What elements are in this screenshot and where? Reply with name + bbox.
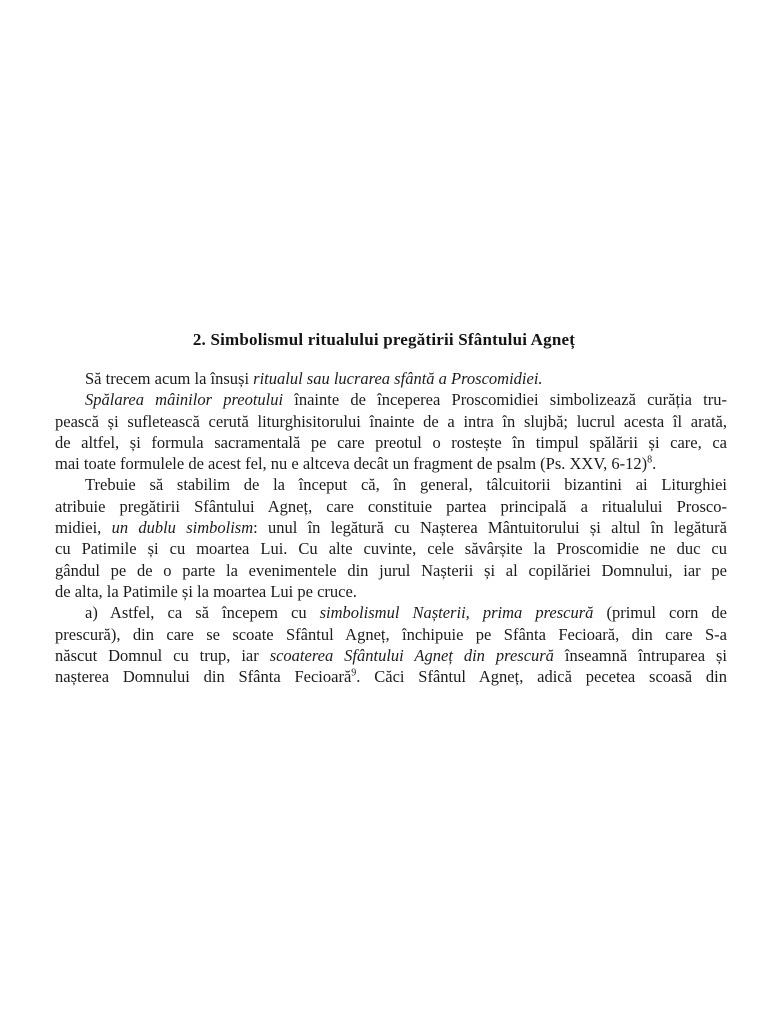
paragraph xyxy=(55,368,727,389)
text-run: . Căci Sfântul Agneț, adică pecetea scoasă din xyxy=(356,667,728,687)
text-run: mai toate formulele de acest fel, nu e altceva decât un fragment de psalm (Ps. XXV, 6-12) xyxy=(55,454,648,474)
text-run: pească și sufletească cerută liturghisitorului înainte de a intra în slujbă; lucrul acesta îl arată, xyxy=(55,411,727,431)
footnote-ref: 9 xyxy=(351,667,357,679)
text-line xyxy=(55,453,727,474)
text-run: de alta, la Patimile și la moartea Lui pe cruce. xyxy=(55,581,357,601)
text-run: născut Domnul cu trup, iar xyxy=(55,645,270,665)
text-run: : unul în legătură cu Nașterea Mântuitorului și altul în legătură xyxy=(253,518,727,538)
paragraph xyxy=(55,389,727,474)
text-run: . xyxy=(652,454,657,474)
text-run: înainte de începerea Proscomidiei simbolizează curăția tru- xyxy=(283,390,727,410)
text-run: Să trecem acum la însuși xyxy=(85,369,254,388)
text-run: prescură), din care se scoate Sfântul Agneț, închipuie pe Sfânta Fecioară, din care S-a xyxy=(55,624,727,644)
text-run: înseamnă întruparea și xyxy=(553,645,727,665)
text-run-italic: simbolismul Nașterii, prima prescură xyxy=(319,603,594,623)
paragraph xyxy=(55,474,727,602)
text-run-italic: Spălarea mâinilor preotului xyxy=(85,390,284,410)
text-run: nașterea Domnului din Sfânta Fecioară xyxy=(55,667,352,687)
text-run-italic: scoaterea Sfântului Agneț din prescură xyxy=(269,645,554,665)
text-run: de altfel, și formula sacramentală pe care preotul o rostește în timpul spălării și care, ca xyxy=(55,432,727,452)
text-line xyxy=(55,538,727,559)
text-line xyxy=(55,496,727,517)
paragraph xyxy=(55,602,727,687)
text-line xyxy=(55,602,727,623)
text-line xyxy=(55,368,727,389)
text-run: gândul pe de o parte la evenimentele din jurul Nașterii și al copilăriei Domnului, iar pe xyxy=(55,560,727,580)
text-run: (primul corn de xyxy=(593,603,727,623)
text-run: atribuie pregătirii Sfântului Agneț, care constituie partea principală a ritualului Prosco- xyxy=(55,496,727,516)
text-line xyxy=(55,560,727,581)
text-line xyxy=(55,624,727,645)
text-line xyxy=(55,517,727,538)
text-run-italic: ritualul sau lucrarea sfântă a Proscomidiei. xyxy=(253,369,543,388)
text-line xyxy=(55,581,727,602)
footnote-ref: 8 xyxy=(647,454,653,466)
text-line xyxy=(55,645,727,666)
text-run-italic: un dublu simbolism xyxy=(111,518,254,538)
text-line xyxy=(55,389,727,410)
text-line xyxy=(55,432,727,453)
text-run: a) Astfel, ca să începem cu xyxy=(85,603,320,623)
section-heading: 2. Simbolismul ritualului pregătirii Sfântului Agneț xyxy=(192,330,576,349)
text-line xyxy=(55,474,727,495)
text-line xyxy=(55,666,727,687)
text-run: midiei, xyxy=(55,518,112,538)
text-run: Trebuie să stabilim de la început că, în general, tâlcuitorii bizantini ai Liturghiei xyxy=(85,475,727,495)
text-run: cu Patimile și cu moartea Lui. Cu alte cuvinte, cele săvârșite la Proscomidie ne duc cu xyxy=(55,539,727,559)
text-line xyxy=(55,411,727,432)
body-text xyxy=(55,368,727,687)
